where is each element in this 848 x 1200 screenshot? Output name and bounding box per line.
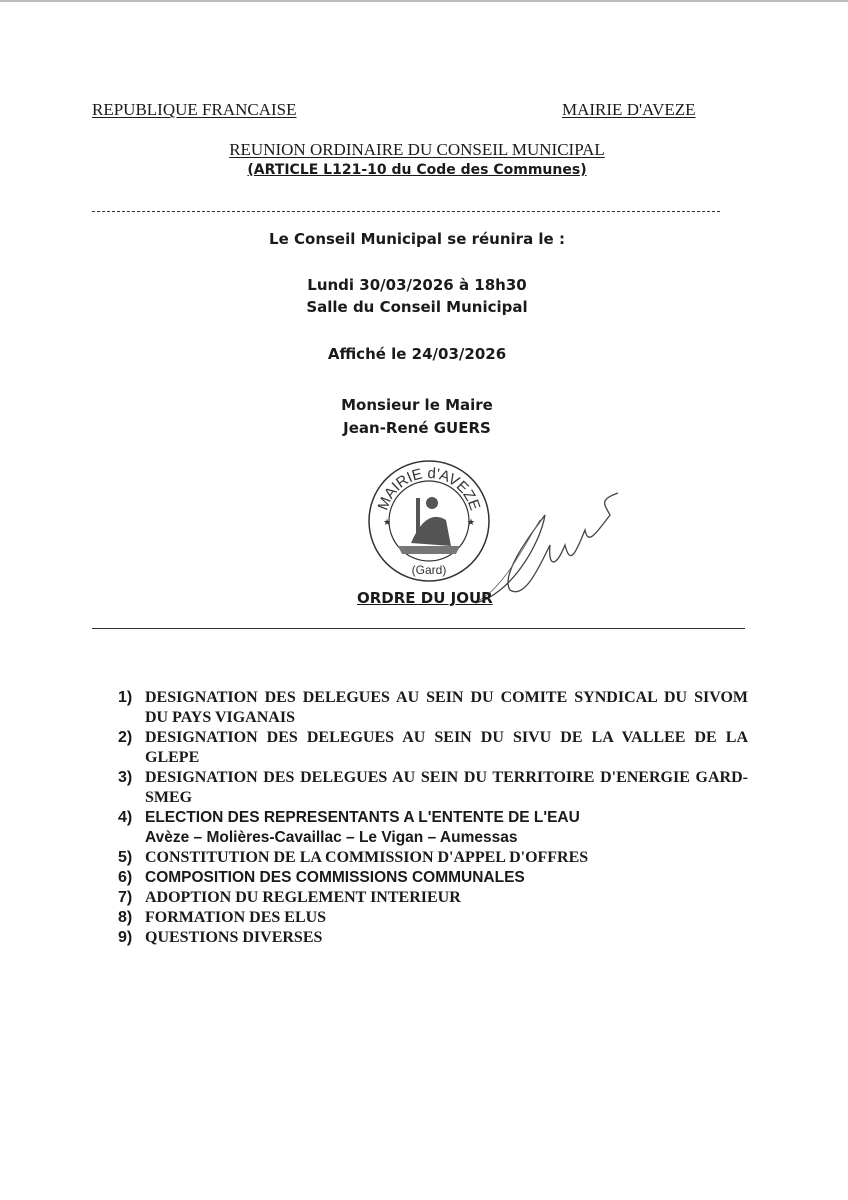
agenda-list <box>118 688 748 948</box>
agenda-item-number: 9) <box>118 929 133 946</box>
agenda-item-text: DESIGNATION DES DELEGUES AU SEIN DU COMITE SYNDICAL DU SIVOM DU PAYS VIGANAIS <box>145 689 748 726</box>
town-hall-heading: MAIRIE D'AVEZE <box>562 100 696 119</box>
agenda-item <box>118 768 748 808</box>
signatory-name: Jean-René GUERS <box>343 419 491 437</box>
agenda-item <box>118 808 748 848</box>
svg-text:★: ★ <box>467 517 476 527</box>
agenda-item-text <box>145 808 748 848</box>
agenda-item-title: ELECTION DES REPRESENTANTS A L'ENTENTE DE L'EAU <box>145 809 580 826</box>
agenda-item-number: 2) <box>118 729 133 746</box>
agenda-item <box>118 928 748 948</box>
dashed-divider <box>92 211 720 212</box>
scan-edge <box>0 0 848 2</box>
meeting-title: REUNION ORDINAIRE DU CONSEIL MUNICIPAL <box>229 140 605 159</box>
svg-text:MAIRIE d'AVEZE: MAIRIE d'AVEZE <box>374 464 484 513</box>
agenda-item-number: 8) <box>118 909 133 926</box>
agenda-item-text: QUESTIONS DIVERSES <box>145 929 323 946</box>
svg-text:★: ★ <box>383 517 392 527</box>
meeting-place: Salle du Conseil Municipal <box>306 298 528 316</box>
agenda-item <box>118 728 748 768</box>
agenda-item-text: CONSTITUTION DE LA COMMISSION D'APPEL D'OFFRES <box>145 849 589 866</box>
meeting-date: Lundi 30/03/2026 à 18h30 <box>307 276 527 294</box>
agenda-item-text: DESIGNATION DES DELEGUES AU SEIN DU TERRITOIRE D'ENERGIE GARD-SMEG <box>145 769 748 806</box>
article-reference: (ARTICLE L121-10 du Code des Communes) <box>247 162 587 178</box>
agenda-item-number: 4) <box>118 809 133 826</box>
agenda-item <box>118 848 748 868</box>
mayor-signature <box>470 485 630 615</box>
signatory-title: Monsieur le Maire <box>341 396 493 414</box>
agenda-item-text: COMPOSITION DES COMMISSIONS COMMUNALES <box>145 869 525 886</box>
agenda-item-subtitle: Avèze – Molières-Cavaillac – Le Vigan – Aumessas <box>145 829 518 846</box>
republic-heading: REPUBLIQUE FRANCAISE <box>92 100 297 119</box>
agenda-item-number: 1) <box>118 689 133 706</box>
agenda-item <box>118 868 748 888</box>
agenda-item <box>118 908 748 928</box>
posted-date: Affiché le 24/03/2026 <box>327 345 507 363</box>
svg-text:(Gard): (Gard) <box>411 563 447 577</box>
meeting-intro: Le Conseil Municipal se réunira le : <box>269 230 565 248</box>
agenda-item-number: 5) <box>118 849 133 866</box>
agenda-item-number: 3) <box>118 769 133 786</box>
agenda-item <box>118 688 748 728</box>
agenda-item-text: ADOPTION DU REGLEMENT INTERIEUR <box>145 889 461 906</box>
agenda-item <box>118 888 748 908</box>
agenda-item-text: DESIGNATION DES DELEGUES AU SEIN DU SIVU DE LA VALLEE DE LA GLEPE <box>145 729 748 766</box>
agenda-item-number: 7) <box>118 889 133 906</box>
agenda-heading: ORDRE DU JOUR <box>357 589 493 607</box>
agenda-item-text: FORMATION DES ELUS <box>145 909 327 926</box>
solid-divider <box>92 628 745 629</box>
agenda-item-number: 6) <box>118 869 133 886</box>
